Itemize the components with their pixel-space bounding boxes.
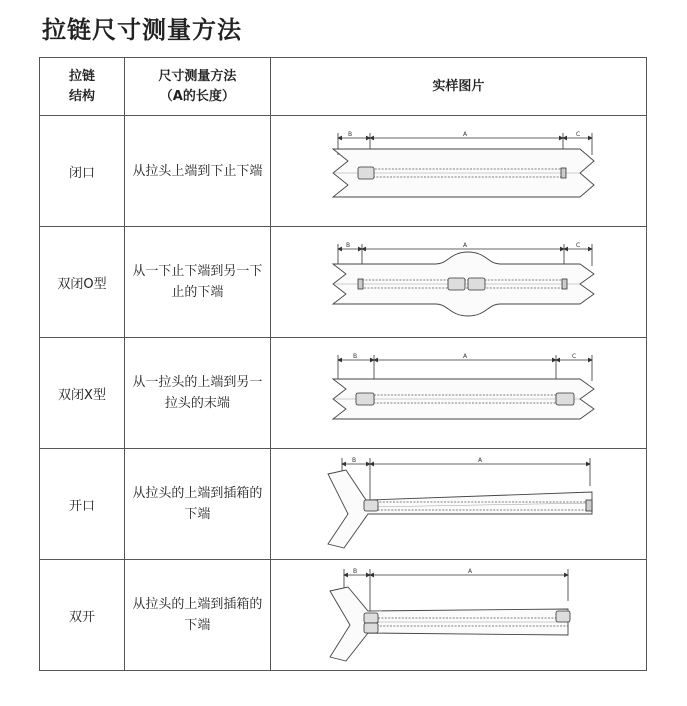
table-row <box>40 449 647 560</box>
dim-b-label: B <box>346 242 351 249</box>
dim-a-label: A <box>463 242 468 249</box>
dim-a-label: A <box>478 457 483 464</box>
two-way-closed-x-zipper-diagram <box>318 351 598 435</box>
table-row <box>40 227 647 338</box>
header-method-line2: （A的长度） <box>159 88 235 104</box>
dim-c-label: C <box>576 131 581 138</box>
closed-end-zipper-diagram <box>318 129 598 213</box>
structure-cell: 开口 <box>40 449 125 560</box>
dim-b-label: B <box>352 457 357 464</box>
two-way-closed-o-zipper-diagram <box>318 240 598 324</box>
structure-cell: 双开 <box>40 560 125 671</box>
dim-c-label: C <box>576 242 581 249</box>
dim-b-label: B <box>353 353 358 360</box>
zipper-image-cell <box>270 338 646 449</box>
header-method <box>125 58 271 116</box>
dim-a-label: A <box>468 568 473 575</box>
structure-cell: 闭口 <box>40 116 125 227</box>
method-cell: 从一下止下端到另一下止的下端 <box>125 227 271 338</box>
zipper-image-cell <box>270 560 646 671</box>
method-cell: 从一拉头的上端到另一拉头的末端 <box>125 338 271 449</box>
page-title: 拉链尺寸测量方法 <box>42 15 242 44</box>
header-structure-line2: 结构 <box>68 88 95 104</box>
two-way-open-end-zipper-diagram <box>318 567 598 663</box>
zipper-image-cell <box>270 116 646 227</box>
header-structure <box>40 58 125 116</box>
dim-c-label: C <box>572 353 577 360</box>
method-cell: 从拉头的上端到插箱的下端 <box>125 449 271 560</box>
dim-b-label: B <box>353 568 358 575</box>
table-row <box>40 116 647 227</box>
zipper-image-cell <box>270 449 646 560</box>
open-end-zipper-diagram <box>318 456 598 552</box>
dim-a-label: A <box>463 131 468 138</box>
method-cell: 从拉头的上端到插箱的下端 <box>125 560 271 671</box>
table-row <box>40 560 647 671</box>
structure-cell: 双闭O型 <box>40 227 125 338</box>
structure-cell: 双闭X型 <box>40 338 125 449</box>
header-method-line1: 尺寸测量方法 <box>158 68 237 84</box>
zipper-measure-table <box>39 57 647 671</box>
header-structure-line1: 拉链 <box>68 68 95 84</box>
header-image: 实样图片 <box>270 58 646 116</box>
dim-b-label: B <box>348 131 353 138</box>
table-row <box>40 338 647 449</box>
dim-a-label: A <box>463 353 468 360</box>
method-cell: 从拉头上端到下止下端 <box>125 116 271 227</box>
zipper-image-cell <box>270 227 646 338</box>
table-header-row <box>40 58 647 116</box>
